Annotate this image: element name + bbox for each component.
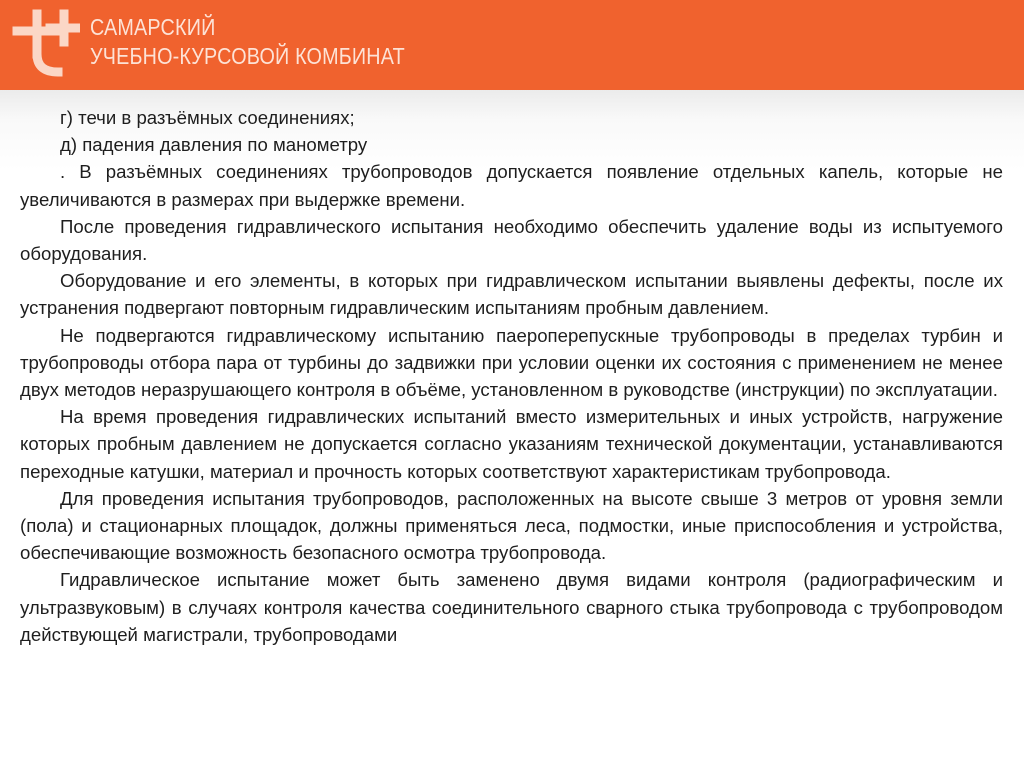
paragraph-3: . В разъёмных соединениях трубопроводов допускается появление отдельных капель, которые не увеличиваются в размерах при выдержке времени. — [20, 161, 1003, 210]
paragraph-6: Не подвергаются гидравлическому испытанию паероперепускные трубопроводы в пределах турбин и трубопроводы отбора пара от турбины до задвижки при условии оценки их состояния с применением не менее двух методов неразрушающего контроля в объёме, установленном в руководстве (инструкции) по эксплуатации. — [20, 324, 1003, 401]
paragraph-4: После проведения гидравлического испытания необходимо обеспечить удаление воды из испытуемого оборудования. — [20, 215, 1003, 265]
paragraph-9: Гидравлическое испытание может быть заменено двумя видами контроля (радиографическим и ультразвуковым) в случаях контроля качества соединительного сварного стыка трубопровода с трубопроводом действующей магистрали, трубопроводами — [20, 569, 1003, 645]
header-bar — [0, 0, 1024, 90]
paragraph-1: г) течи в разъёмных соединениях; — [60, 107, 355, 128]
paragraph-8: Для проведения испытания трубопроводов, расположенных на высоте свыше 3 метров от уровня земли (пола) и стационарных площадок, должны применяться леса, подмостки, иные приспособления и устройства, обеспечивающие возможность безопасного осмотра трубопровода. — [20, 487, 1003, 564]
plus-cross-logo-icon — [12, 6, 80, 80]
paragraph-5: Оборудование и его элементы, в которых при гидравлическом испытании выявлены дефекты, после их устранения подвергают повторным гидравлическим испытаниям пробным давлением. — [20, 270, 1003, 319]
paragraph-2: д) падения давления по манометру — [60, 134, 368, 156]
document-body — [20, 104, 1003, 648]
company-name-line-2: УЧЕБНО-КУРСОВОЙ КОМБИНАТ — [90, 43, 405, 69]
company-name — [90, 13, 405, 71]
paragraph-7: На время проведения гидравлических испытаний вместо измерительных и иных устройств, нагружение которых пробным давлением не допускается согласно указаниям технической документации, устанавливаются переходные катушки, материал и прочность которых соответствуют характеристикам трубопровода. — [20, 406, 1003, 482]
company-name-line-1: САМАРСКИЙ — [90, 14, 216, 40]
